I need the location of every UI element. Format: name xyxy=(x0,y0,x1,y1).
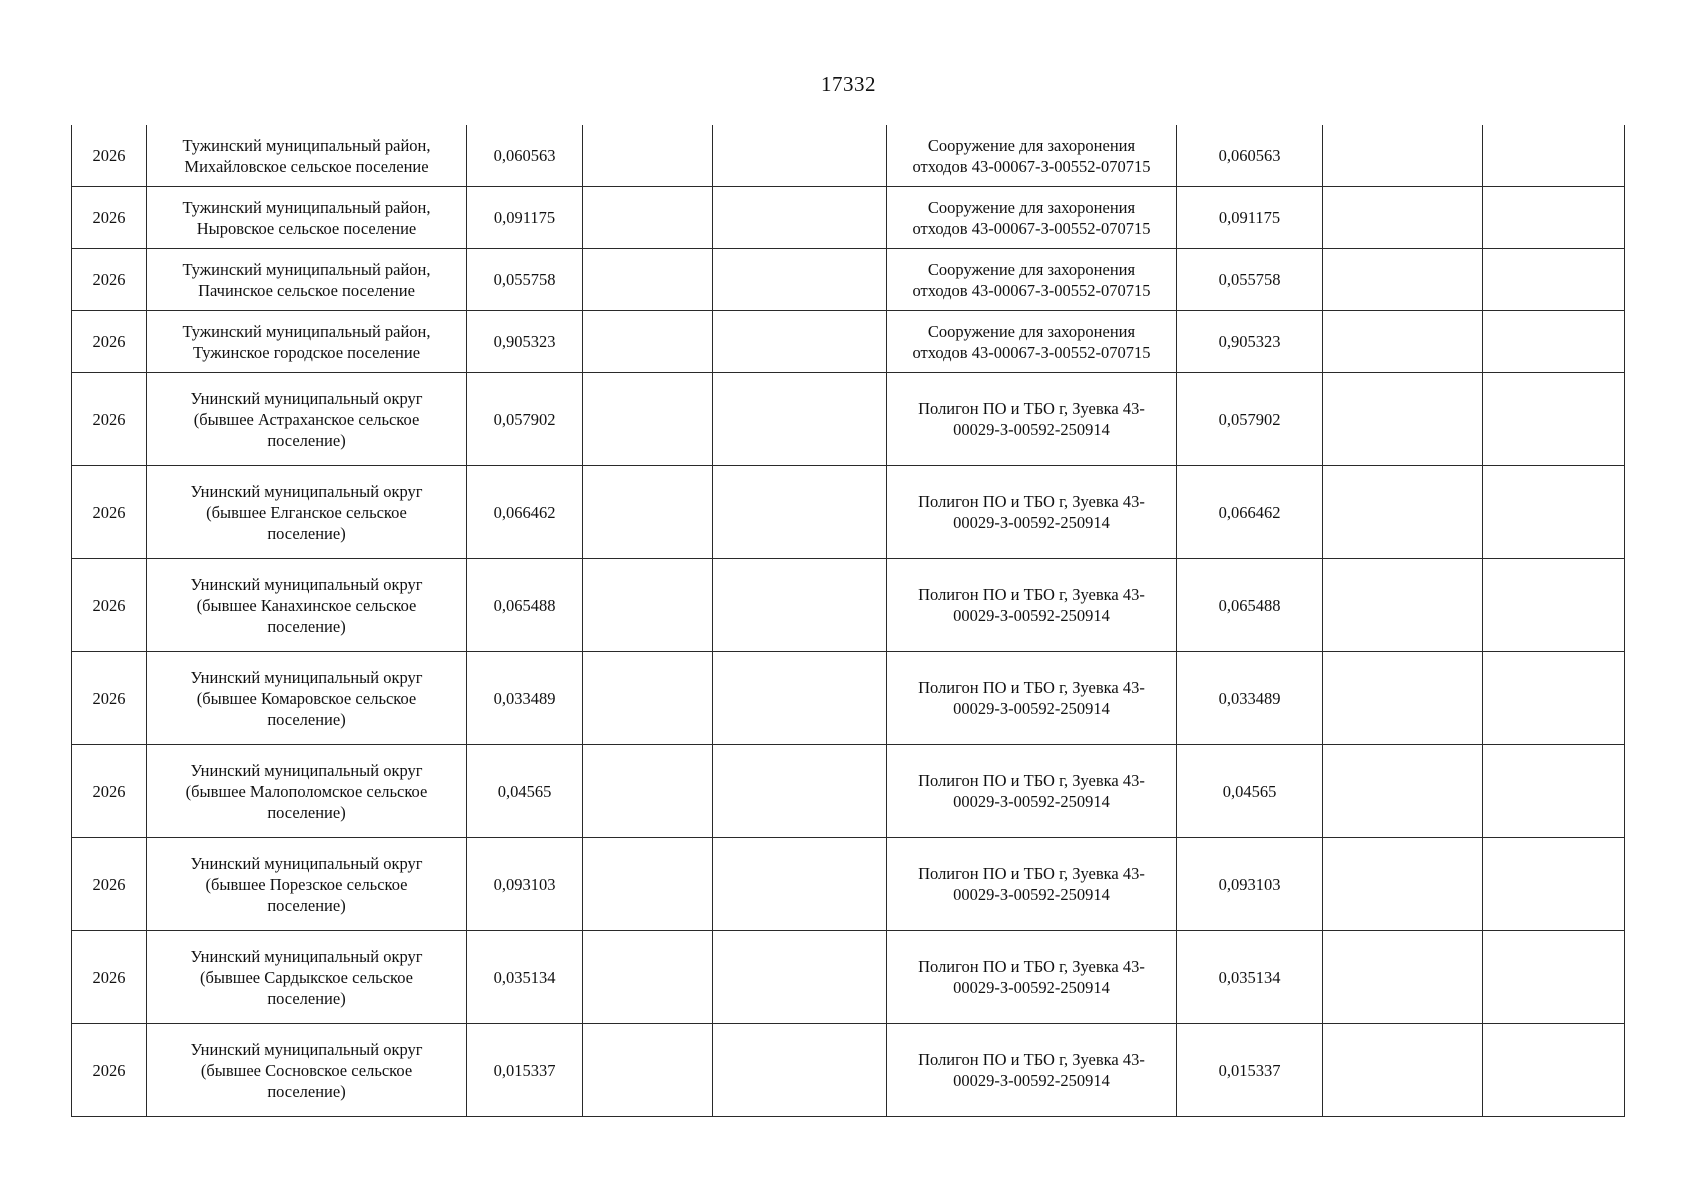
value-cell: 0,055758 xyxy=(467,249,583,311)
empty-cell xyxy=(1323,652,1483,745)
territory-cell xyxy=(147,838,467,931)
facility-cell xyxy=(887,931,1177,1024)
empty-cell xyxy=(583,838,713,931)
facility-cell-line: 00029-З-00592-250914 xyxy=(953,606,1110,625)
facility-cell-line: 00029-З-00592-250914 xyxy=(953,420,1110,439)
facility-cell-line: отходов 43-00067-З-00552-070715 xyxy=(912,156,1151,176)
value-cell: 0,015337 xyxy=(467,1024,583,1117)
facility-cell xyxy=(887,125,1177,187)
facility-cell-line: Сооружение для захоронения xyxy=(927,135,1136,155)
facility-cell-line: Сооружение для захоронения xyxy=(927,259,1136,279)
facility-cell-line: 00029-З-00592-250914 xyxy=(953,792,1110,811)
territory-cell-line: поселение) xyxy=(267,988,346,1008)
facility-cell-line: Полигон ПО и ТБО г, Зуевка 43- xyxy=(918,678,1145,697)
empty-cell xyxy=(1323,559,1483,652)
facility-cell-line: Полигон ПО и ТБО г, Зуевка 43- xyxy=(918,1050,1145,1069)
table-row xyxy=(72,125,1625,187)
empty-cell xyxy=(1323,373,1483,466)
empty-cell xyxy=(1323,1024,1483,1117)
value-cell: 0,060563 xyxy=(467,125,583,187)
facility-cell-line: Полигон ПО и ТБО г, Зуевка 43- xyxy=(918,864,1145,883)
year-cell: 2026 xyxy=(72,311,147,373)
table-row xyxy=(72,931,1625,1024)
empty-cell xyxy=(1483,652,1625,745)
facility-cell-line: Сооружение для захоронения xyxy=(927,321,1136,341)
empty-cell xyxy=(1483,311,1625,373)
empty-cell xyxy=(1323,311,1483,373)
value-cell: 0,057902 xyxy=(467,373,583,466)
facility-cell-line: Сооружение для захоронения xyxy=(927,197,1136,217)
empty-cell xyxy=(1483,559,1625,652)
territory-cell xyxy=(147,466,467,559)
empty-cell xyxy=(713,559,887,652)
facility-cell xyxy=(887,373,1177,466)
territory-cell-line: (бывшее Малополомское сельское xyxy=(185,781,428,801)
territory-cell xyxy=(147,249,467,311)
table-row xyxy=(72,838,1625,931)
empty-cell xyxy=(583,125,713,187)
facility-cell-line: отходов 43-00067-З-00552-070715 xyxy=(912,280,1151,300)
territory-cell-line: (бывшее Комаровское сельское xyxy=(196,688,417,708)
territory-cell xyxy=(147,125,467,187)
territory-cell xyxy=(147,559,467,652)
year-cell: 2026 xyxy=(72,373,147,466)
territory-cell-line: поселение) xyxy=(267,1081,346,1101)
facility-cell-line: 00029-З-00592-250914 xyxy=(953,513,1110,532)
facility-cell xyxy=(887,838,1177,931)
facility-value-cell: 0,065488 xyxy=(1177,559,1323,652)
territory-cell xyxy=(147,652,467,745)
empty-cell xyxy=(583,1024,713,1117)
territory-cell-line: (бывшее Канахинское сельское xyxy=(196,595,417,615)
empty-cell xyxy=(583,187,713,249)
value-cell: 0,905323 xyxy=(467,311,583,373)
table-row xyxy=(72,187,1625,249)
empty-cell xyxy=(713,373,887,466)
facility-cell-line: Полигон ПО и ТБО г, Зуевка 43- xyxy=(918,957,1145,976)
waste-volume-table xyxy=(71,125,1625,1117)
territory-cell-line: Унинский муниципальный округ xyxy=(190,574,423,594)
value-cell: 0,066462 xyxy=(467,466,583,559)
territory-cell-line: Унинский муниципальный округ xyxy=(190,481,423,501)
territory-cell-line: поселение) xyxy=(267,616,346,636)
facility-cell-line: 00029-З-00592-250914 xyxy=(953,699,1110,718)
territory-cell-line: (бывшее Елганское сельское xyxy=(206,502,407,522)
empty-cell xyxy=(583,249,713,311)
empty-cell xyxy=(1483,187,1625,249)
empty-cell xyxy=(583,559,713,652)
facility-cell-line: отходов 43-00067-З-00552-070715 xyxy=(912,342,1151,362)
territory-cell-line: Унинский муниципальный округ xyxy=(190,1039,423,1059)
empty-cell xyxy=(713,125,887,187)
territory-cell-line: поселение) xyxy=(267,709,346,729)
empty-cell xyxy=(583,311,713,373)
year-cell: 2026 xyxy=(72,249,147,311)
empty-cell xyxy=(1483,838,1625,931)
facility-cell-line: 00029-З-00592-250914 xyxy=(953,885,1110,904)
table-row xyxy=(72,745,1625,838)
empty-cell xyxy=(1483,125,1625,187)
value-cell: 0,065488 xyxy=(467,559,583,652)
facility-value-cell: 0,057902 xyxy=(1177,373,1323,466)
facility-value-cell: 0,091175 xyxy=(1177,187,1323,249)
territory-cell-line: Пачинское сельское поселение xyxy=(198,280,415,300)
territory-cell-line: Ныровское сельское поселение xyxy=(196,218,417,238)
table-row xyxy=(72,373,1625,466)
year-cell: 2026 xyxy=(72,559,147,652)
facility-value-cell: 0,093103 xyxy=(1177,838,1323,931)
empty-cell xyxy=(1483,931,1625,1024)
year-cell: 2026 xyxy=(72,466,147,559)
empty-cell xyxy=(1323,838,1483,931)
territory-cell-line: Тужинское городское поселение xyxy=(192,342,421,362)
territory-cell xyxy=(147,745,467,838)
value-cell: 0,093103 xyxy=(467,838,583,931)
empty-cell xyxy=(583,466,713,559)
value-cell: 0,035134 xyxy=(467,931,583,1024)
facility-cell-line: 00029-З-00592-250914 xyxy=(953,1071,1110,1090)
territory-cell-line: Тужинский муниципальный район, xyxy=(182,135,431,155)
facility-value-cell: 0,905323 xyxy=(1177,311,1323,373)
facility-cell xyxy=(887,187,1177,249)
empty-cell xyxy=(583,931,713,1024)
empty-cell xyxy=(1323,187,1483,249)
empty-cell xyxy=(713,466,887,559)
table-row xyxy=(72,1024,1625,1117)
territory-cell-line: Михайловское сельское поселение xyxy=(184,156,429,176)
year-cell: 2026 xyxy=(72,652,147,745)
empty-cell xyxy=(583,745,713,838)
facility-cell xyxy=(887,1024,1177,1117)
territory-cell-line: поселение) xyxy=(267,430,346,450)
empty-cell xyxy=(713,652,887,745)
territory-cell-line: (бывшее Сардыкское сельское xyxy=(200,967,413,987)
territory-cell-line: Тужинский муниципальный район, xyxy=(182,321,431,341)
empty-cell xyxy=(1483,373,1625,466)
territory-cell-line: Тужинский муниципальный район, xyxy=(182,259,431,279)
facility-cell-line: Полигон ПО и ТБО г, Зуевка 43- xyxy=(918,585,1145,604)
empty-cell xyxy=(1483,249,1625,311)
empty-cell xyxy=(713,187,887,249)
table-body xyxy=(72,125,1625,1117)
territory-cell xyxy=(147,1024,467,1117)
territory-cell-line: Унинский муниципальный округ xyxy=(190,853,423,873)
empty-cell xyxy=(1323,745,1483,838)
facility-value-cell: 0,060563 xyxy=(1177,125,1323,187)
empty-cell xyxy=(713,931,887,1024)
territory-cell-line: Унинский муниципальный округ xyxy=(190,667,423,687)
facility-cell-line: отходов 43-00067-З-00552-070715 xyxy=(912,218,1151,238)
facility-cell-line: Полигон ПО и ТБО г, Зуевка 43- xyxy=(918,492,1145,511)
facility-value-cell: 0,055758 xyxy=(1177,249,1323,311)
facility-value-cell: 0,04565 xyxy=(1177,745,1323,838)
facility-cell xyxy=(887,652,1177,745)
empty-cell xyxy=(713,311,887,373)
territory-cell xyxy=(147,931,467,1024)
year-cell: 2026 xyxy=(72,1024,147,1117)
page-number: 17332 xyxy=(821,72,876,96)
facility-value-cell: 0,015337 xyxy=(1177,1024,1323,1117)
year-cell: 2026 xyxy=(72,125,147,187)
facility-value-cell: 0,035134 xyxy=(1177,931,1323,1024)
territory-cell-line: Унинский муниципальный округ xyxy=(190,760,423,780)
table-row xyxy=(72,311,1625,373)
year-cell: 2026 xyxy=(72,745,147,838)
facility-cell xyxy=(887,745,1177,838)
territory-cell-line: Унинский муниципальный округ xyxy=(190,946,423,966)
empty-cell xyxy=(713,745,887,838)
table-row xyxy=(72,466,1625,559)
territory-cell xyxy=(147,373,467,466)
facility-cell-line: Полигон ПО и ТБО г, Зуевка 43- xyxy=(918,399,1145,418)
year-cell: 2026 xyxy=(72,838,147,931)
value-cell: 0,033489 xyxy=(467,652,583,745)
territory-cell-line: поселение) xyxy=(267,523,346,543)
empty-cell xyxy=(1323,466,1483,559)
empty-cell xyxy=(1483,745,1625,838)
value-cell: 0,04565 xyxy=(467,745,583,838)
facility-cell xyxy=(887,249,1177,311)
value-cell: 0,091175 xyxy=(467,187,583,249)
empty-cell xyxy=(1483,466,1625,559)
facility-value-cell: 0,066462 xyxy=(1177,466,1323,559)
facility-cell xyxy=(887,559,1177,652)
territory-cell xyxy=(147,311,467,373)
territory-cell-line: поселение) xyxy=(267,802,346,822)
empty-cell xyxy=(1323,249,1483,311)
table-row xyxy=(72,249,1625,311)
empty-cell xyxy=(713,838,887,931)
territory-cell-line: (бывшее Астраханское сельское xyxy=(193,409,420,429)
facility-cell xyxy=(887,466,1177,559)
facility-cell-line: 00029-З-00592-250914 xyxy=(953,978,1110,997)
territory-cell-line: поселение) xyxy=(267,895,346,915)
facility-cell xyxy=(887,311,1177,373)
year-cell: 2026 xyxy=(72,931,147,1024)
empty-cell xyxy=(583,373,713,466)
facility-cell-line: Полигон ПО и ТБО г, Зуевка 43- xyxy=(918,771,1145,790)
empty-cell xyxy=(1323,125,1483,187)
territory-cell-line: (бывшее Порезское сельское xyxy=(205,874,408,894)
table-row xyxy=(72,652,1625,745)
empty-cell xyxy=(1323,931,1483,1024)
table-row xyxy=(72,559,1625,652)
territory-cell-line: (бывшее Сосновское сельское xyxy=(200,1060,413,1080)
empty-cell xyxy=(713,1024,887,1117)
year-cell: 2026 xyxy=(72,187,147,249)
empty-cell xyxy=(713,249,887,311)
territory-cell xyxy=(147,187,467,249)
facility-value-cell: 0,033489 xyxy=(1177,652,1323,745)
empty-cell xyxy=(1483,1024,1625,1117)
territory-cell-line: Тужинский муниципальный район, xyxy=(182,197,431,217)
territory-cell-line: Унинский муниципальный округ xyxy=(190,388,423,408)
empty-cell xyxy=(583,652,713,745)
